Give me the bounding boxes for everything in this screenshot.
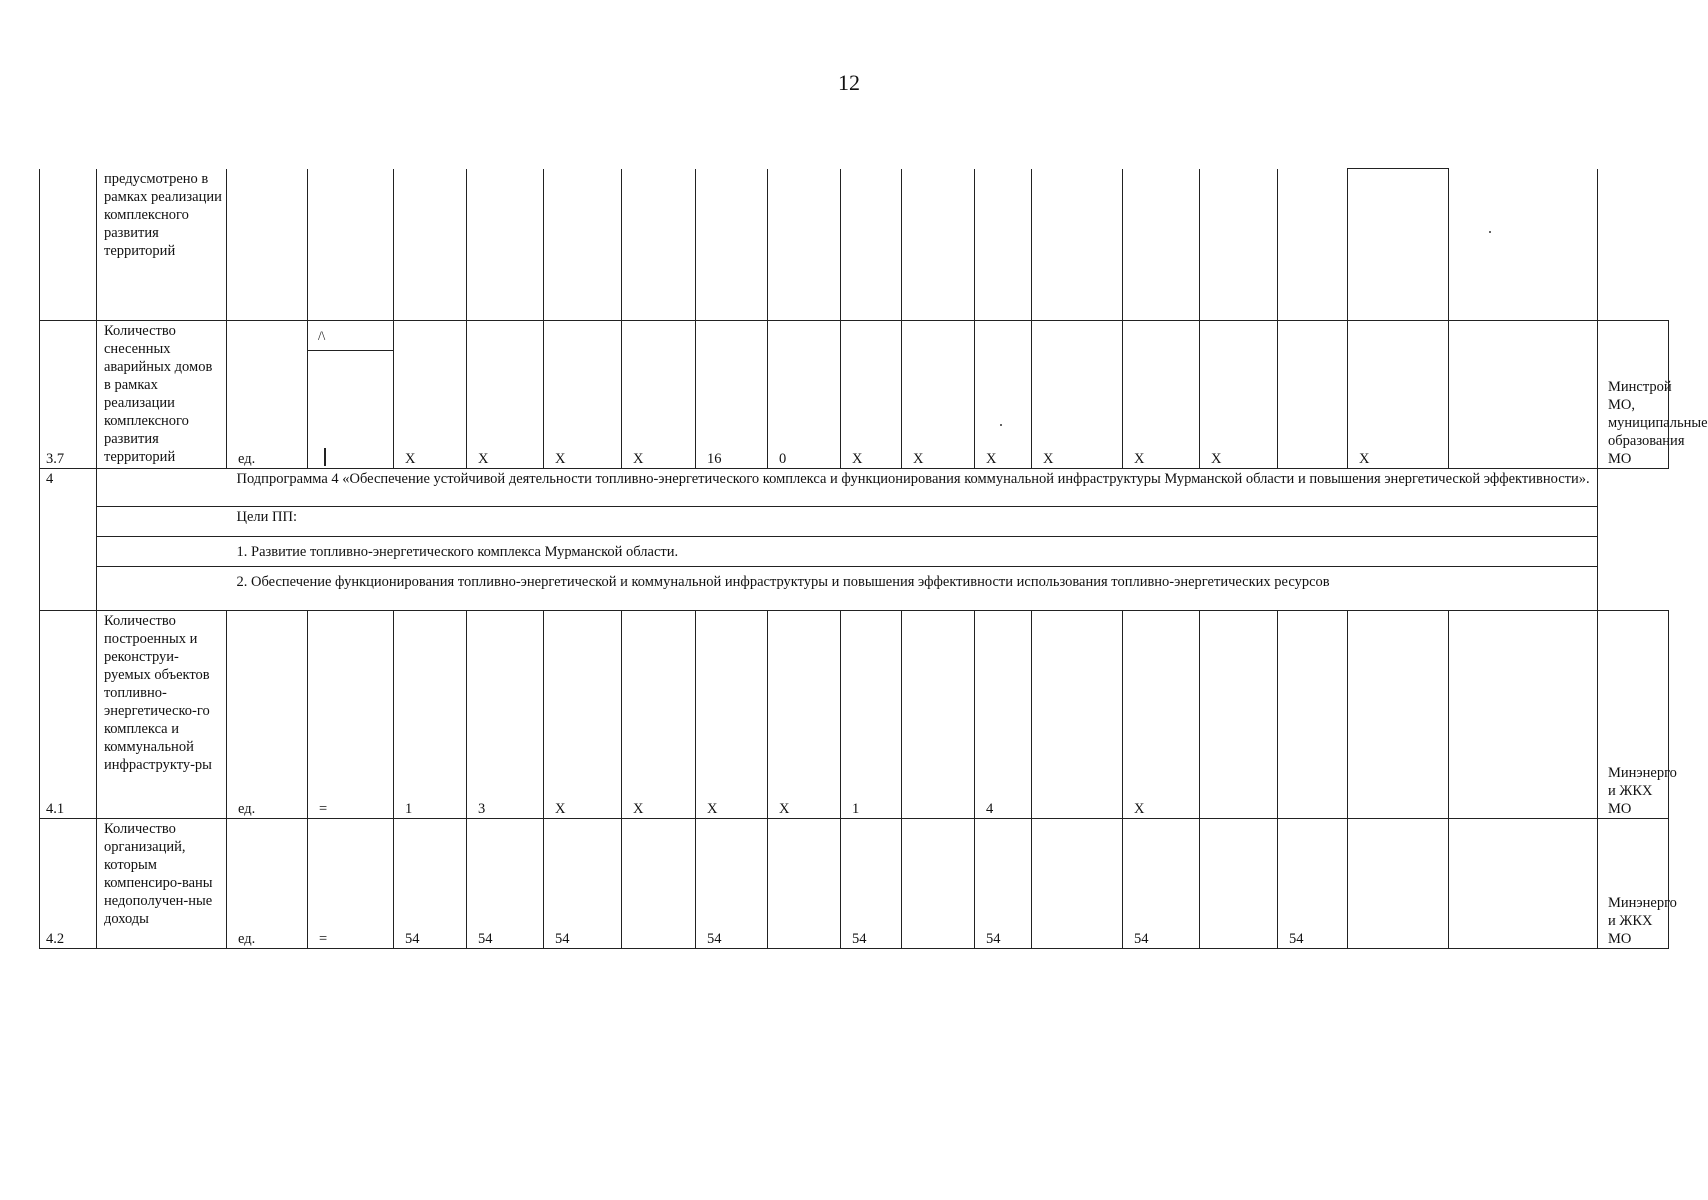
value-cell: 1 bbox=[841, 611, 902, 819]
value-cell: X bbox=[1348, 321, 1449, 469]
value-cell bbox=[1278, 321, 1348, 469]
value-cell: 16 bbox=[696, 321, 768, 469]
scan-speck bbox=[1489, 231, 1491, 233]
table-row bbox=[40, 169, 1669, 321]
row-number: 4.1 bbox=[40, 611, 97, 819]
unit-cell: ед. bbox=[227, 611, 308, 819]
value-cell: 54 bbox=[975, 819, 1032, 949]
table-row bbox=[40, 321, 1669, 469]
value-cell: X bbox=[1123, 611, 1200, 819]
indicators-table bbox=[39, 168, 1708, 949]
num-cell bbox=[40, 169, 97, 321]
trend-cell bbox=[308, 321, 394, 469]
trend-cell: = bbox=[308, 819, 394, 949]
value-cell bbox=[1200, 611, 1278, 819]
value-cell: 54 bbox=[1278, 819, 1348, 949]
value-cell: X bbox=[696, 611, 768, 819]
indicator-name: Количество построенных и реконструи-руемых объектов топливно-энергетическо-го комплекса и коммунальной инфраструкту-ры bbox=[97, 611, 227, 819]
value-cell: 54 bbox=[467, 819, 544, 949]
table-row bbox=[40, 469, 1669, 507]
goals-label: Цели ПП: bbox=[227, 507, 1598, 537]
value-cell: X bbox=[1200, 321, 1278, 469]
value-cell: X bbox=[1032, 321, 1123, 469]
value-cell: X bbox=[622, 321, 696, 469]
value-cell bbox=[1348, 819, 1449, 949]
value-cell: 4 bbox=[975, 611, 1032, 819]
subprogram-title: Подпрограмма 4 «Обеспечение устойчивой деятельности топливно-энергетического комплекса и функционирования коммунальной инфраструктуры Мурманской области и повышения энергетической эффективности». bbox=[227, 469, 1598, 507]
table-row bbox=[40, 567, 1669, 611]
table-row bbox=[40, 611, 1669, 819]
responsible-cell: Минэнерго и ЖКХ МО bbox=[1598, 611, 1669, 819]
value-cell bbox=[1449, 611, 1598, 819]
value-cell: 54 bbox=[544, 819, 622, 949]
value-cell bbox=[1278, 611, 1348, 819]
row-number: 3.7 bbox=[40, 321, 97, 469]
value-cell: X bbox=[1123, 321, 1200, 469]
responsible-cell: Минэнерго и ЖКХ МО bbox=[1598, 819, 1669, 949]
value-cell: 54 bbox=[1123, 819, 1200, 949]
responsible-cell: Минстрой МО, муниципальные образования МО bbox=[1598, 321, 1669, 469]
value-cell: X bbox=[467, 321, 544, 469]
value-cell bbox=[1032, 819, 1123, 949]
value-cell: X bbox=[544, 611, 622, 819]
value-cell: X bbox=[902, 321, 975, 469]
row-number: 4.2 bbox=[40, 819, 97, 949]
indicator-name: предусмотрено в рамках реализации комплексного развития территорий bbox=[97, 169, 227, 321]
trend-cell: = bbox=[308, 611, 394, 819]
table-row bbox=[40, 537, 1669, 567]
value-cell bbox=[1200, 819, 1278, 949]
value-cell: X bbox=[394, 321, 467, 469]
value-cell: X bbox=[975, 321, 1032, 469]
value-cell bbox=[1348, 611, 1449, 819]
value-cell: 0 bbox=[768, 321, 841, 469]
value-cell: X bbox=[544, 321, 622, 469]
value-cell: 3 bbox=[467, 611, 544, 819]
value-cell bbox=[902, 611, 975, 819]
goal-2: 2. Обеспечение функционирования топливно-энергетической и коммунальной инфраструктуры и повышения эффективности использования топливно-энергетических ресурсов bbox=[227, 567, 1598, 611]
value-cell: 54 bbox=[394, 819, 467, 949]
unit-cell: ед. bbox=[227, 819, 308, 949]
value-cell bbox=[768, 819, 841, 949]
value-cell bbox=[1449, 819, 1598, 949]
trend-mark bbox=[324, 448, 326, 466]
page-number: 12 bbox=[838, 70, 860, 95]
table-row bbox=[40, 819, 1669, 949]
goal-1: 1. Развитие топливно-энергетического комплекса Мурманской области. bbox=[227, 537, 1598, 567]
unit-cell: ед. bbox=[227, 321, 308, 469]
value-cell: 1 bbox=[394, 611, 467, 819]
scan-speck bbox=[1000, 424, 1002, 426]
value-cell bbox=[1032, 611, 1123, 819]
indicator-name: Количество организаций, которым компенсиро-ваны недополучен-ные доходы bbox=[97, 819, 227, 949]
indicator-name: Количество снесенных аварийных домов в рамках реализации комплексного развития территорий bbox=[97, 321, 227, 469]
trend-box: /\ bbox=[308, 321, 393, 351]
value-cell: 54 bbox=[841, 819, 902, 949]
value-cell bbox=[622, 819, 696, 949]
value-cell bbox=[902, 819, 975, 949]
table-row bbox=[40, 507, 1669, 537]
value-cell: X bbox=[622, 611, 696, 819]
value-cell: X bbox=[841, 321, 902, 469]
row-number: 4 bbox=[40, 469, 97, 611]
value-cell: X bbox=[768, 611, 841, 819]
value-cell bbox=[1449, 321, 1598, 469]
value-cell: 54 bbox=[696, 819, 768, 949]
